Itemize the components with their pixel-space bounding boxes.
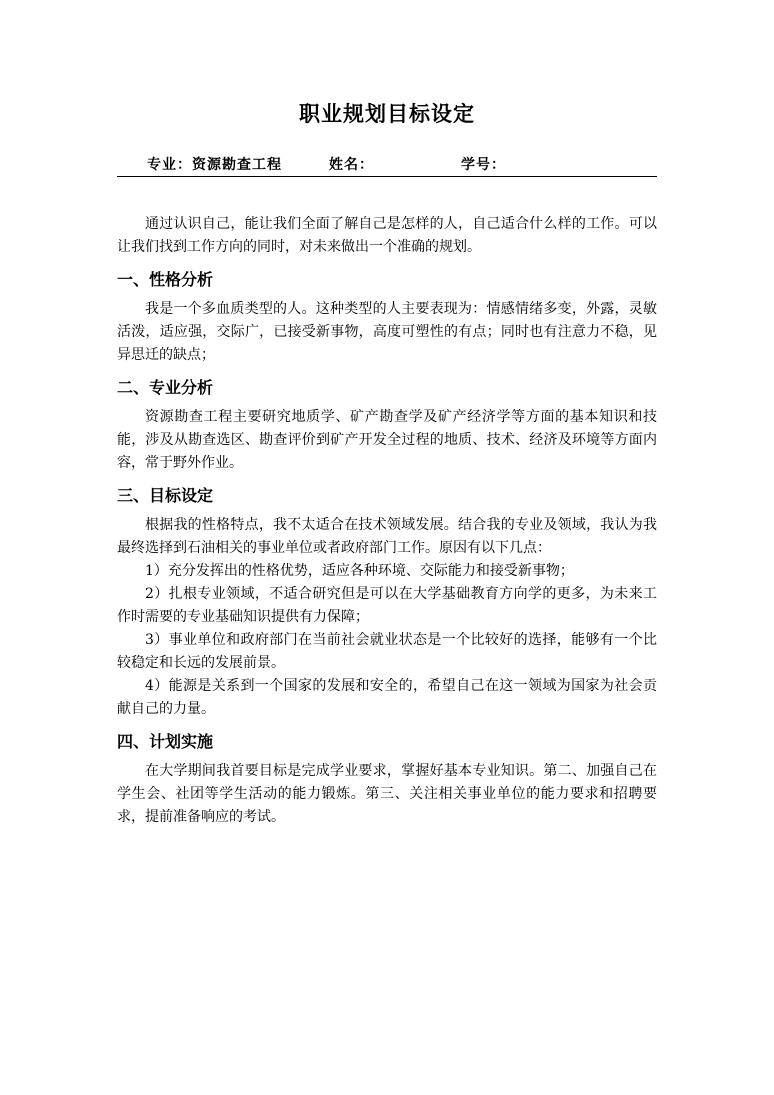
goal-item-2: 2）扎根专业领域，不适合研究但是可以在大学基础教育方向学的更多，为未来工作时需要的专业基础知识提供有力保障； [117,586,657,625]
section-paragraph: 资源勘查工程主要研究地质学、矿产勘查学及矿产经济学等方面的基本知识和技能，涉及从勘查选区、勘查评价到矿产开发全过程的地质、技术、经济及环境等方面内容，常于野外作业。 [117,409,657,471]
section-paragraph: 在大学期间我首要目标是完成学业要求，掌握好基本专业知识。第二、加强自己在学生会、社团等学生活动的能力锻炼。第三、关注相关事业单位的能力要求和招聘要求，提前准备响应的考试。 [117,763,657,825]
goal-item-3: 3）事业单位和政府部门在当前社会就业状态是一个比较好的选择，能够有一个比较稳定和长远的发展前景。 [117,632,657,671]
name-label: 姓名： [329,157,374,173]
major-label: 专业：资源勘查工程 [147,157,282,173]
goal-item-1: 1）充分发挥出的性格优势，适应各种环境、交际能力和接受新事物； [145,563,574,579]
intro-paragraph: 通过认识自己，能让我们全面了解自己是怎样的人，自己适合什么样的工作。可以让我们找到工作方向的同时，对未来做出一个准确的规划。 [117,216,657,255]
document-title: 职业规划目标设定 [299,102,475,126]
goal-item-4: 4）能源是关系到一个国家的发展和安全的，希望自己在这一领域为国家为社会贡献自己的力量。 [117,678,657,717]
document-body [117,213,657,829]
document-header-line [117,154,657,177]
section-heading-goals: 三、目标设定 [117,486,214,505]
section-heading-personality: 一、性格分析 [117,270,214,289]
section-heading-major: 二、专业分析 [117,378,214,397]
section-paragraph: 我是一个多血质类型的人。这种类型的人主要表现为：情感情绪多变，外露，灵敏活泼，适应强，交际广，已接受新事物，高度可塑性的有点；同时也有注意力不稳，见异思迁的缺点； [117,301,657,363]
student-id-label: 学号： [461,157,506,173]
section-paragraph: 根据我的性格特点，我不太适合在技术领域发展。结合我的专业及领域，我认为我最终选择到石油相关的事业单位或者政府部门工作。原因有以下几点： [117,517,657,556]
section-heading-plan: 四、计划实施 [117,732,214,751]
